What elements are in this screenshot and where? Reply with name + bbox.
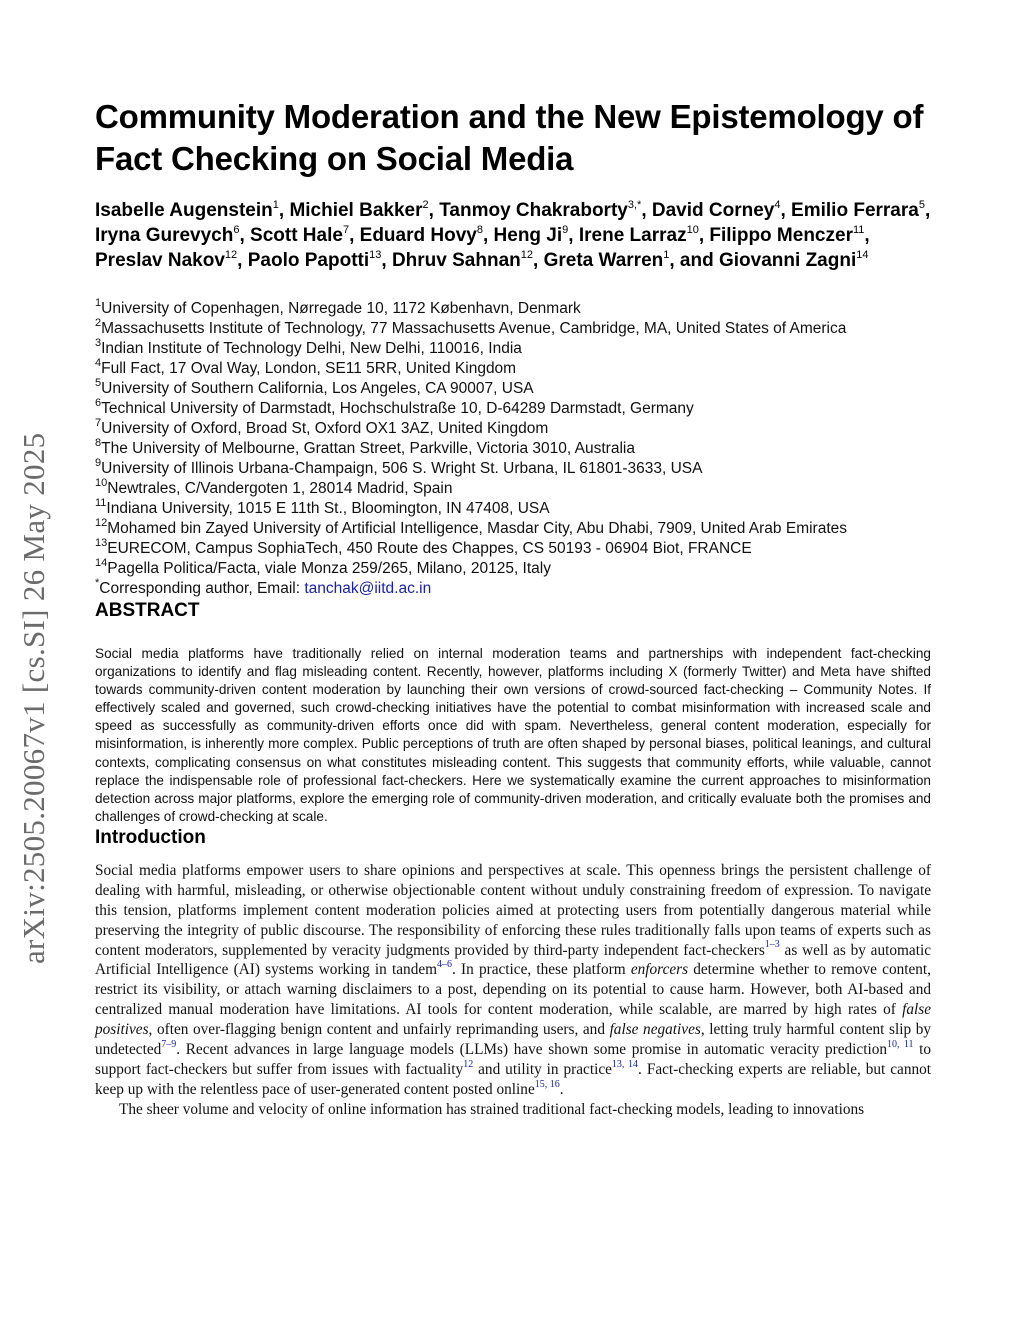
affiliation-mark: 6 — [95, 396, 102, 409]
intro-text-segment: . Fact-checking experts are reliable, but cannot keep up with the relentless pace of user-generated content posted online — [95, 1061, 932, 1098]
author-affiliation-mark: 2 — [422, 198, 429, 211]
affiliation-entry — [95, 296, 931, 319]
affiliation-text: Full Fact, 17 Oval Way, London, SE11 5RR, United Kingdom — [101, 360, 517, 377]
author-separator: , — [482, 225, 494, 246]
affiliation-mark: 9 — [95, 456, 102, 469]
corresponding-mark: * — [95, 576, 100, 589]
author-name: Emilio Ferrara — [791, 200, 919, 221]
affiliation-entry — [95, 336, 931, 359]
affiliation-mark: 12 — [95, 516, 108, 529]
author-name: Isabelle Augenstein — [95, 200, 273, 221]
intro-text-segment: , letting truly harmful content slip by undetected — [95, 1021, 931, 1059]
affiliation-entry — [95, 416, 931, 439]
affiliation-entry — [95, 396, 931, 419]
citation-link[interactable]: 4–6 — [437, 959, 453, 971]
affiliation-entry — [95, 376, 931, 399]
author-affiliation-mark: 1 — [663, 248, 670, 261]
paper-title — [95, 96, 931, 180]
affiliation-text: Massachusetts Institute of Technology, 77 Massachusetts Avenue, Cambridge, MA, United States of America — [101, 320, 847, 337]
abstract-heading: ABSTRACT — [95, 600, 200, 621]
intro-text-segment: , often over-flagging benign content and unfairly reprimanding users, and — [148, 1021, 610, 1039]
intro-text-segment: to support fact-checkers but suffer from issues with factuality — [95, 1041, 931, 1078]
affiliation-text: Newtrales, C/Vandergoten 1, 28014 Madrid, Spain — [107, 480, 453, 497]
author-name: Dhruv Sahnan — [391, 250, 521, 271]
abstract-text: Social media platforms have traditionally relied on internal moderation teams and partnerships with independent fact-checking organizations to identify and flag misleading content. Recently, however, platforms including X (formerly Twitter) and Meta have shifted towards community-driven content moderation by launching their own versions of crowd-sourced fact-checking – Community Notes. If effectively scaled and governed, such crowd-checking initiatives have the potential to combat misinformation with increased scale and speed as successfully as community-driven efforts once did with spam. Nevertheless, general content moderation, especially for misinformation, is inherently more complex. Public perceptions of truth are often shaped by personal biases, political leanings, and cultural contexts, complicating consensus on what constitutes misleading content. This suggests that community efforts, while valuable, cannot replace the indispensable role of professional fact-checkers. Here we systematically examine the current approaches to misinformation detection across major platforms, explore the emerging role of community-driven moderation, and critically evaluate both the promises and challenges of crowd-checking at scale. — [95, 646, 931, 824]
author-affiliation-mark: 6 — [233, 223, 240, 236]
author-separator: , — [278, 200, 290, 221]
affiliation-entry — [95, 516, 931, 539]
author-name: Greta Warren — [543, 250, 664, 271]
arxiv-stamp-text: arXiv:2505.20067v1 [cs.SI] 26 May 2025 — [16, 432, 51, 964]
corresponding-email-link[interactable]: tanchak@iitd.ac.in — [304, 580, 432, 597]
author-name: Preslav Nakov — [95, 250, 225, 271]
intro-text-segment: Social media platforms empower users to share opinions and perspectives at scale. This openness brings the persistent challenge of dealing with harmful, misleading, or otherwise objectionable content without unduly constraining freedom of expression. To navigate this tension, platforms implement content moderation policies aimed at protecting users from potentially dangerous material while preserving the integrity of public discourse. The responsibility of enforcing these rules traditionally falls upon teams of experts such as content moderators, supplemented by veracity judgments provided by third-party independent fact-checkers — [95, 861, 931, 959]
affiliation-mark: 14 — [95, 556, 108, 569]
citation-link[interactable]: 15, 16 — [534, 1078, 560, 1090]
affiliation-entry — [95, 476, 931, 499]
citation-link[interactable]: 13, 14 — [611, 1058, 639, 1070]
author-separator: , — [924, 200, 931, 221]
emphasis-false-positives: false positives — [95, 1001, 931, 1039]
author-affiliation-mark: 12 — [520, 248, 534, 261]
emphasis-false-negatives: false negatives — [609, 1021, 701, 1039]
author-name: Heng Ji — [493, 225, 563, 246]
author-affiliation-mark: 3,* — [627, 198, 642, 211]
affiliation-text: University of Illinois Urbana-Champaign, 506 S. Wright St. Urbana, IL 61801-3633, USA — [101, 460, 703, 477]
author-separator: , — [381, 250, 392, 271]
author-name: Tanmoy Chakraborty — [439, 200, 628, 221]
author-separator: , — [428, 200, 440, 221]
author-name: Paolo Papotti — [247, 250, 370, 271]
author-affiliation-mark: 10 — [686, 223, 699, 236]
author-separator: , — [641, 200, 652, 221]
author-name: Scott Hale — [250, 225, 343, 246]
author-separator: , — [239, 225, 251, 246]
affiliation-text: University of Oxford, Broad St, Oxford OX1 3AZ, United Kingdom — [101, 420, 549, 437]
affiliation-entry — [95, 496, 931, 519]
affiliation-mark: 2 — [95, 316, 102, 329]
author-name: Filippo Menczer — [709, 225, 853, 246]
affiliation-mark: 11 — [95, 496, 107, 509]
author-affiliation-mark: 11 — [852, 223, 865, 236]
affiliation-text: Indian Institute of Technology Delhi, New Delhi, 110016, India — [101, 340, 522, 357]
affiliation-entry — [95, 316, 931, 339]
author-affiliation-mark: 12 — [224, 248, 238, 261]
affiliation-text: EURECOM, Campus SophiaTech, 450 Route des Chappes, CS 50193 - 06904 Biot, FRANCE — [107, 540, 752, 557]
title-line-2: Fact Checking on Social Media — [95, 140, 574, 177]
author-separator: , — [349, 225, 360, 246]
author-affiliation-mark: 9 — [562, 223, 569, 236]
intro-text-segment: and utility in practice — [473, 1061, 612, 1078]
introduction-heading: Introduction — [95, 826, 206, 848]
author-separator: , — [780, 200, 792, 221]
author-separator: , — [568, 225, 579, 246]
author-name: Iryna Gurevych — [95, 225, 234, 246]
affiliation-mark: 7 — [95, 416, 102, 429]
citation-link[interactable]: 7–9 — [161, 1039, 177, 1050]
author-affiliation-mark: 8 — [476, 223, 483, 236]
author-affiliation-mark: 7 — [342, 223, 350, 236]
affiliation-mark: 8 — [95, 436, 102, 449]
intro-paragraph-1 — [95, 861, 931, 1100]
intro-text-segment: determine whether to remove content, restrict its visibility, or attach warning disclaimers to a post, depending on its potential to cause harm. However, both AI-based and centralized manual moderation have limitations. AI tools for content moderation, while scalable, are marred by high rates of — [95, 961, 932, 1019]
affiliation-text: The University of Melbourne, Grattan Street, Parkville, Victoria 3010, Australia — [101, 440, 635, 457]
affiliation-text: Indiana University, 1015 E 11th St., Bloomington, IN 47408, USA — [106, 500, 550, 517]
affiliation-mark: 3 — [95, 336, 102, 349]
affiliation-entry — [95, 556, 931, 579]
title-line-1: Community Moderation and the New Epistemology of — [95, 98, 924, 135]
emphasis-enforcers: enforcers — [630, 961, 689, 979]
author-separator: , — [237, 250, 248, 271]
citation-link[interactable]: 10, 11 — [887, 1039, 914, 1050]
affiliation-text: Mohamed bin Zayed University of Artificial Intelligence, Masdar City, Abu Dhabi, 7909, United Arab Emirates — [107, 520, 848, 537]
affiliation-mark: 4 — [95, 356, 102, 369]
author-name: Irene Larraz — [578, 225, 687, 246]
affiliation-entry — [95, 356, 931, 379]
author-affiliation-mark: 13 — [369, 248, 382, 261]
affiliation-text: University of Copenhagen, Nørregade 10, 1172 København, Denmark — [101, 300, 581, 317]
intro-paragraph-2: The sheer volume and velocity of online information has strained traditional fact-checking models, leading to innovations — [119, 1100, 865, 1118]
affiliation-entries — [95, 296, 931, 579]
intro-text-segment: . — [559, 1080, 564, 1098]
author-name: David Corney — [651, 200, 775, 221]
author-name: Eduard Hovy — [359, 225, 477, 246]
affiliation-mark: 13 — [95, 536, 108, 549]
intro-text-segment: . In practice, these platform — [452, 961, 631, 979]
affiliation-mark: 1 — [95, 296, 102, 309]
affiliation-mark: 5 — [95, 376, 102, 389]
intro-text-segment: as well as by automatic Artificial Intelligence (AI) systems working in tandem — [95, 941, 931, 979]
introduction-body — [95, 861, 931, 1120]
affiliation-entry — [95, 536, 931, 559]
author-name: Giovanni Zagni — [719, 250, 857, 271]
author-separator: , — [864, 225, 870, 246]
author-list — [95, 198, 931, 273]
author-affiliation-mark: 5 — [918, 198, 925, 211]
author-separator: , — [533, 250, 544, 271]
affiliation-entry — [95, 436, 931, 459]
paper-content — [95, 96, 931, 1120]
author-name: Michiel Bakker — [289, 200, 423, 221]
intro-text-segment: . Recent advances in large language models (LLMs) have shown some promise in automatic veracity prediction — [176, 1041, 888, 1059]
affiliation-list — [95, 296, 931, 599]
affiliation-text: Technical University of Darmstadt, Hochschulstraße 10, D-64289 Darmstadt, Germany — [101, 400, 694, 417]
author-affiliation-mark: 1 — [272, 198, 279, 211]
author-separator: , — [698, 225, 710, 246]
affiliation-entry — [95, 456, 931, 479]
author-affiliation-mark: 4 — [774, 198, 781, 211]
affiliation-text: University of Southern California, Los Angeles, CA 90007, USA — [101, 380, 534, 397]
affiliation-text: Pagella Politica/Facta, viale Monza 259/265, Milano, 20125, Italy — [107, 560, 551, 577]
author-affiliation-mark: 14 — [856, 248, 869, 261]
citation-link[interactable]: 1–3 — [764, 939, 780, 951]
corresponding-author-line — [95, 576, 931, 599]
corresponding-label: Corresponding author, Email: — [99, 580, 305, 597]
author-separator: , and — [669, 250, 719, 271]
citation-link[interactable]: 12 — [463, 1058, 474, 1070]
affiliation-mark: 10 — [95, 476, 108, 489]
